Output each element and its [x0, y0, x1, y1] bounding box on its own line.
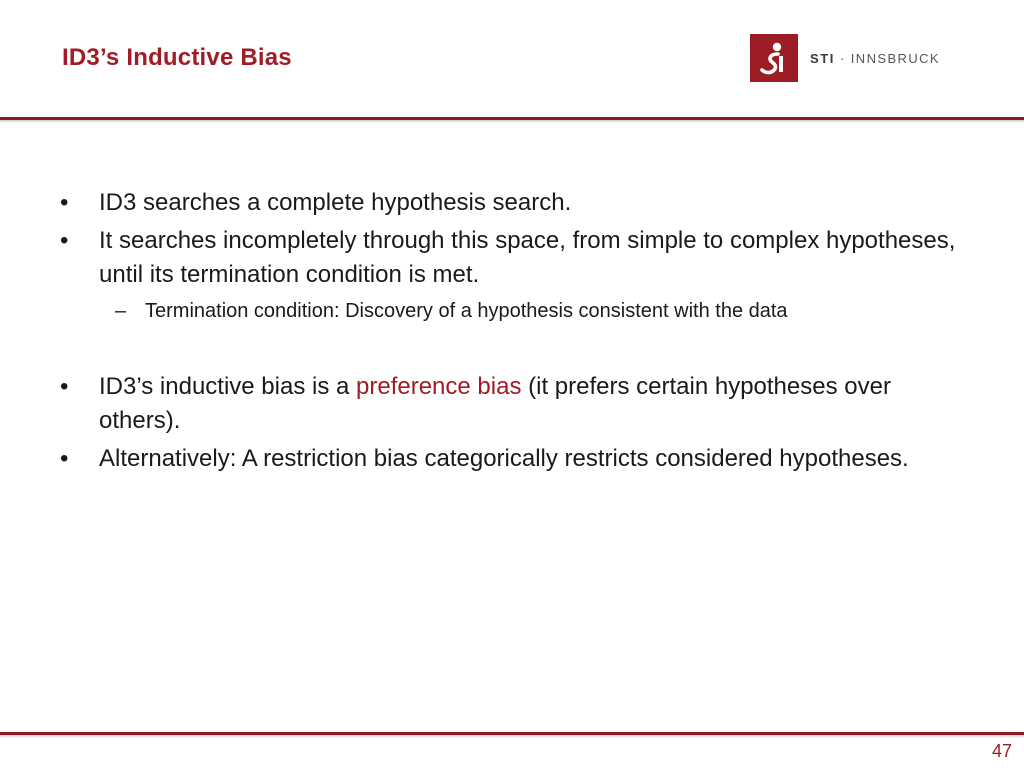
slide-body	[58, 186, 968, 480]
bullet-item	[58, 186, 968, 220]
sub-bullet-marker: –	[115, 300, 127, 322]
logo-brand: STI	[810, 50, 836, 66]
bullet-marker: •	[60, 189, 69, 216]
highlighted-term: preference bias	[356, 373, 522, 400]
bullet-text: It searches incompletely through this space, from simple to complex hypotheses, until its termination condition is met.	[99, 227, 956, 288]
logo-wordmark	[810, 51, 940, 66]
bullet-text: Alternatively: A restriction bias categorically restricts considered hypotheses.	[99, 445, 909, 472]
sub-bullet-item	[58, 296, 968, 326]
sti-innsbruck-logo	[750, 34, 940, 82]
bullet-text: ID3 searches a complete hypothesis search.	[99, 189, 572, 216]
logo-separator: ·	[835, 50, 851, 66]
header-divider-shadow	[0, 120, 1024, 123]
sub-bullet-text: Termination condition: Discovery of a hypothesis consistent with the data	[145, 300, 788, 322]
bullet-text-after: (it prefers certain hypotheses over others).	[99, 373, 891, 434]
logo-location: INNSBRUCK	[850, 50, 940, 66]
bullet-marker: •	[60, 227, 69, 254]
bullet-item	[58, 370, 968, 438]
page-number: 47	[991, 741, 1012, 761]
bullet-text-before: ID3’s inductive bias is a	[99, 373, 357, 400]
sti-logo-icon	[750, 34, 798, 82]
bullet-marker: •	[60, 373, 69, 400]
bullet-item	[58, 442, 968, 476]
slide-title: ID3’s Inductive Bias	[62, 44, 292, 71]
bullet-marker: •	[60, 445, 69, 472]
bullet-item	[58, 224, 968, 292]
footer-divider-shadow	[0, 735, 1024, 738]
spacer	[58, 326, 968, 370]
